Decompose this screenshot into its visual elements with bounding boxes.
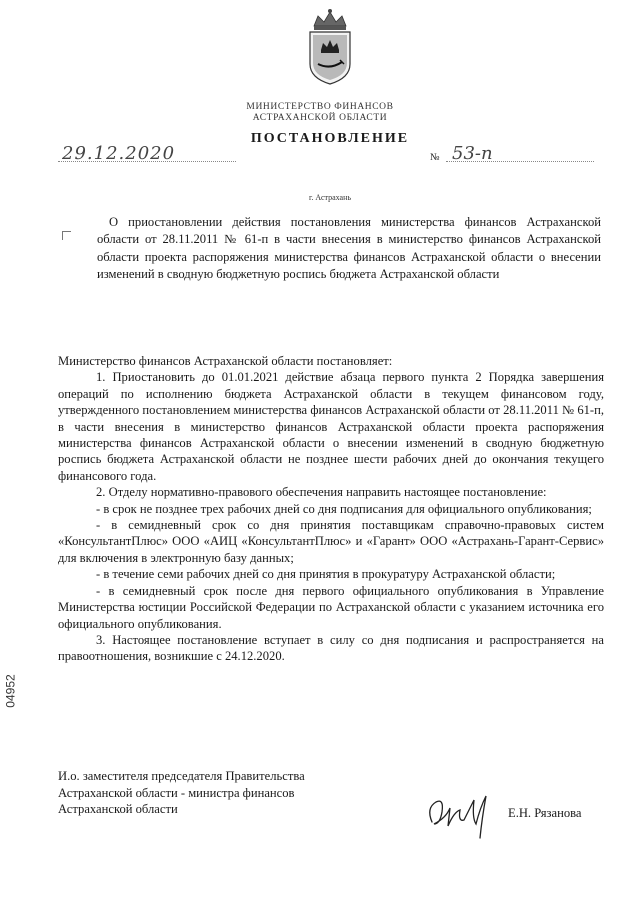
- decree-subject: О приостановлении действия постановления министерства финансов Астраханской области от 28.11.2011 № 61-п в части внесения в министерство финансов Астраханской области проекта распоряжения министерства финансов Астраханской области о внесении изменений в сводную бюджетную роспись бюджета Астраханской области: [97, 215, 601, 281]
- handwritten-signature: [420, 778, 510, 848]
- date-underline: [58, 161, 236, 162]
- coat-of-arms-icon: [302, 6, 358, 88]
- decree-number: 53-п: [452, 143, 493, 164]
- document-type-title: ПОСТАНОВЛЕНИЕ: [250, 131, 410, 146]
- position-line3: Астраханской области: [58, 802, 178, 816]
- ministry-name-line1: МИНИСТЕРСТВО ФИНАНСОВ: [246, 102, 394, 112]
- decree-body: [58, 353, 604, 665]
- city-label: г. Астрахань: [308, 193, 352, 202]
- decree-date: 29.12.2020: [62, 143, 176, 164]
- body-paragraph-2: 2. Отделу нормативно-правового обеспечения направить настоящее постановление:: [96, 485, 547, 500]
- body-paragraph-3: - в срок не позднее трех рабочих дней со дня подписания для официального опубликования;: [96, 501, 592, 516]
- signatory-name: Е.Н. Рязанова: [508, 806, 582, 820]
- position-line2: Астраханской области - министра финансов: [58, 785, 295, 800]
- body-paragraph-6: - в семидневный срок после дня первого официального опубликования в Управление Министерства юстиции Российской Федерации по Астраханской области с указанием источника его официального опубликования.: [58, 583, 604, 631]
- body-paragraph-5: - в течение семи рабочих дней со дня принятия в прокуратуру Астраханской области;: [96, 567, 556, 582]
- body-paragraph-7: 3. Настоящее постановление вступает в силу со дня подписания и распространяется на правоотношения, возникшие с 24.12.2020.: [58, 632, 604, 664]
- ministry-name-line2: АСТРАХАНСКОЙ ОБЛАСТИ: [252, 113, 388, 123]
- body-paragraph-4: - в семидневный срок со дня принятия поставщикам справочно-правовых систем «КонсультантПлюс» ООО «АИЦ «КонсультантПлюс» и «Гарант» ООО «Астрахань-Гарант-Сервис» для включения в электронную базу данных;: [58, 518, 604, 565]
- side-document-number: 04952: [3, 674, 18, 708]
- number-underline: [446, 161, 594, 162]
- signatory-position: [58, 768, 305, 818]
- number-sign: №: [430, 152, 440, 163]
- body-paragraph-1: 1. Приостановить до 01.01.2021 действие абзаца первого пункта 2 Порядка завершения операций по исполнению бюджета Астраханской области в текущем финансовом году, утвержденного постановлением министерства финансов Астраханской области от 28.11.2011 № 61-п, в части внесения в министерство финансов Астраханской области проекта распоряжения министерства финансов Астраханской области о внесении изменений в сводную бюджетную роспись бюджета Астраханской области не позднее шести рабочих дней до окончания текущего финансового года.: [58, 370, 604, 483]
- subject-corner-mark: [62, 231, 71, 240]
- body-intro: Министерство финансов Астраханской области постановляет:: [58, 354, 393, 368]
- position-line1: И.о. заместителя председателя Правительства: [58, 769, 305, 783]
